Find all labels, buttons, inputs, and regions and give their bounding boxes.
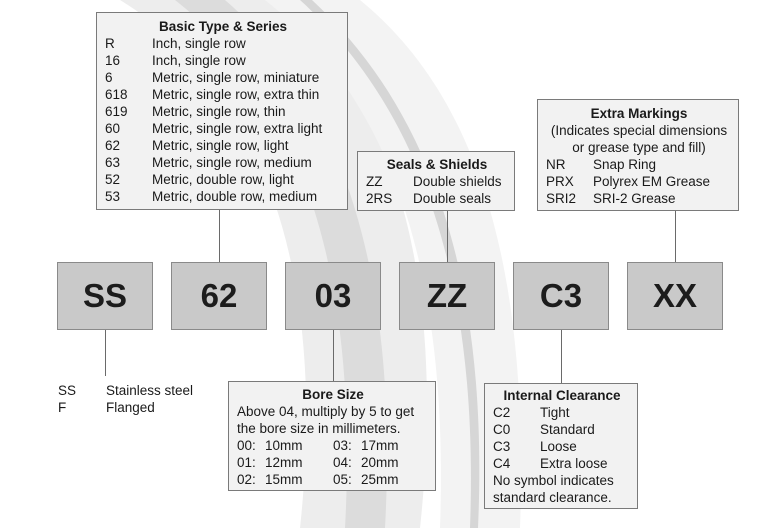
extra-item-code: PRX xyxy=(546,174,574,189)
seal-item xyxy=(366,190,508,207)
bore-value: 10mm xyxy=(265,438,303,453)
basic-type-item-desc: Metric, single row, extra thin xyxy=(152,87,320,102)
basic-type-item-desc: Metric, single row, medium xyxy=(152,155,312,170)
basic-type-item-desc: Metric, double row, medium xyxy=(152,189,318,204)
clearance-item xyxy=(493,438,631,455)
bore-value: 12mm xyxy=(265,455,303,470)
clearance-note-2: standard clearance. xyxy=(493,490,612,505)
clearance-title: Internal Clearance xyxy=(503,388,621,403)
basic-type-item xyxy=(105,154,341,171)
seal-item-desc: Double shields xyxy=(413,174,502,189)
connector-clearance xyxy=(561,330,562,383)
material-box xyxy=(53,376,203,420)
extra-list xyxy=(546,156,732,207)
code-box-extra: XX xyxy=(627,262,723,330)
basic-type-item-desc: Metric, single row, thin xyxy=(152,104,286,119)
bore-value: 17mm xyxy=(361,438,399,453)
basic-type-item-code: 62 xyxy=(105,138,121,153)
bore-code: 00: xyxy=(237,438,256,453)
basic-type-item-desc: Inch, single row xyxy=(152,36,246,51)
extra-item-desc: Snap Ring xyxy=(593,157,657,172)
basic-type-item xyxy=(105,35,341,52)
extra-item-code: NR xyxy=(546,157,566,172)
basic-type-item xyxy=(105,69,341,86)
bore-list xyxy=(237,437,429,488)
material-list xyxy=(58,382,197,416)
basic-type-item xyxy=(105,86,341,103)
basic-type-item-code: 16 xyxy=(105,53,121,68)
connector-bore xyxy=(333,330,334,381)
connector-seals xyxy=(447,211,448,262)
bore-text-1: Above 04, multiply by 5 to get xyxy=(237,404,415,419)
basic-type-item-code: 52 xyxy=(105,172,121,187)
code-box-bore: 03 xyxy=(285,262,381,330)
seals-box xyxy=(357,151,515,211)
extra-item xyxy=(546,156,732,173)
basic-type-item-desc: Metric, single row, miniature xyxy=(152,70,320,85)
extra-item-desc: Polyrex EM Grease xyxy=(593,174,711,189)
bore-value: 25mm xyxy=(361,472,399,487)
connector-material xyxy=(105,330,106,376)
code-box-seals: ZZ xyxy=(399,262,495,330)
clearance-item xyxy=(493,421,631,438)
basic-type-item-code: 6 xyxy=(105,70,113,85)
basic-type-item xyxy=(105,137,341,154)
basic-type-item-code: 63 xyxy=(105,155,121,170)
basic-type-box xyxy=(96,12,348,210)
material-item-code: F xyxy=(58,400,67,415)
extra-item xyxy=(546,173,732,190)
clearance-item-desc: Loose xyxy=(540,439,577,454)
basic-type-item-code: R xyxy=(105,36,115,51)
extra-item-desc: SRI-2 Grease xyxy=(593,191,676,206)
basic-type-item-code: 619 xyxy=(105,104,128,119)
clearance-item-desc: Standard xyxy=(540,422,595,437)
basic-type-title: Basic Type & Series xyxy=(158,19,288,34)
material-item xyxy=(58,399,197,416)
clearance-item-desc: Tight xyxy=(540,405,570,420)
basic-type-item-code: 60 xyxy=(105,121,121,136)
seals-title: Seals & Shields xyxy=(386,157,488,172)
basic-type-item-desc: Metric, single row, extra light xyxy=(152,121,323,136)
basic-type-item-desc: Metric, double row, light xyxy=(152,172,294,187)
material-item-desc: Stainless steel xyxy=(106,383,194,398)
clearance-note-1: No symbol indicates xyxy=(493,473,614,488)
seals-list xyxy=(366,173,508,207)
clearance-item-desc: Extra loose xyxy=(540,456,608,471)
bore-value: 20mm xyxy=(361,455,399,470)
clearance-list xyxy=(493,404,631,472)
clearance-item-code: C3 xyxy=(493,439,511,454)
basic-type-item-code: 618 xyxy=(105,87,128,102)
extra-item-code: SRI2 xyxy=(546,191,577,206)
bore-row xyxy=(237,471,429,488)
seal-item-desc: Double seals xyxy=(413,191,492,206)
bore-row xyxy=(237,454,429,471)
bore-code: 02: xyxy=(237,472,256,487)
code-box-series: 62 xyxy=(171,262,267,330)
clearance-item-code: C4 xyxy=(493,456,511,471)
extra-title: Extra Markings xyxy=(590,106,688,121)
basic-type-item-desc: Metric, single row, light xyxy=(152,138,289,153)
bore-code: 05: xyxy=(333,472,352,487)
extra-markings-box xyxy=(537,99,739,211)
extra-subtitle-1: (Indicates special dimensions xyxy=(550,123,728,138)
basic-type-item xyxy=(105,103,341,120)
basic-type-item-desc: Inch, single row xyxy=(152,53,246,68)
material-item xyxy=(58,382,197,399)
bore-title: Bore Size xyxy=(302,387,364,402)
clearance-box xyxy=(484,383,638,509)
extra-item xyxy=(546,190,732,207)
code-box-material: SS xyxy=(57,262,153,330)
basic-type-list xyxy=(105,35,341,205)
seal-item-code: ZZ xyxy=(366,174,383,189)
basic-type-item xyxy=(105,120,341,137)
bore-code: 03: xyxy=(333,438,352,453)
connector-extra xyxy=(675,211,676,262)
bore-size-box xyxy=(228,381,436,491)
connector-basic-type xyxy=(219,210,220,262)
bore-code: 01: xyxy=(237,455,256,470)
basic-type-item xyxy=(105,171,341,188)
code-box-clearance: C3 xyxy=(513,262,609,330)
bore-row xyxy=(237,437,429,454)
extra-subtitle-2: or grease type and fill) xyxy=(572,140,706,155)
material-item-desc: Flanged xyxy=(106,400,155,415)
clearance-item xyxy=(493,455,631,472)
bore-value: 15mm xyxy=(265,472,303,487)
material-item-code: SS xyxy=(58,383,77,398)
seal-item xyxy=(366,173,508,190)
basic-type-item xyxy=(105,188,341,205)
clearance-item-code: C2 xyxy=(493,405,511,420)
basic-type-item-code: 53 xyxy=(105,189,121,204)
basic-type-item xyxy=(105,52,341,69)
clearance-item xyxy=(493,404,631,421)
seal-item-code: 2RS xyxy=(366,191,393,206)
clearance-item-code: C0 xyxy=(493,422,511,437)
bore-text-2: the bore size in millimeters. xyxy=(237,421,401,436)
bore-code: 04: xyxy=(333,455,352,470)
